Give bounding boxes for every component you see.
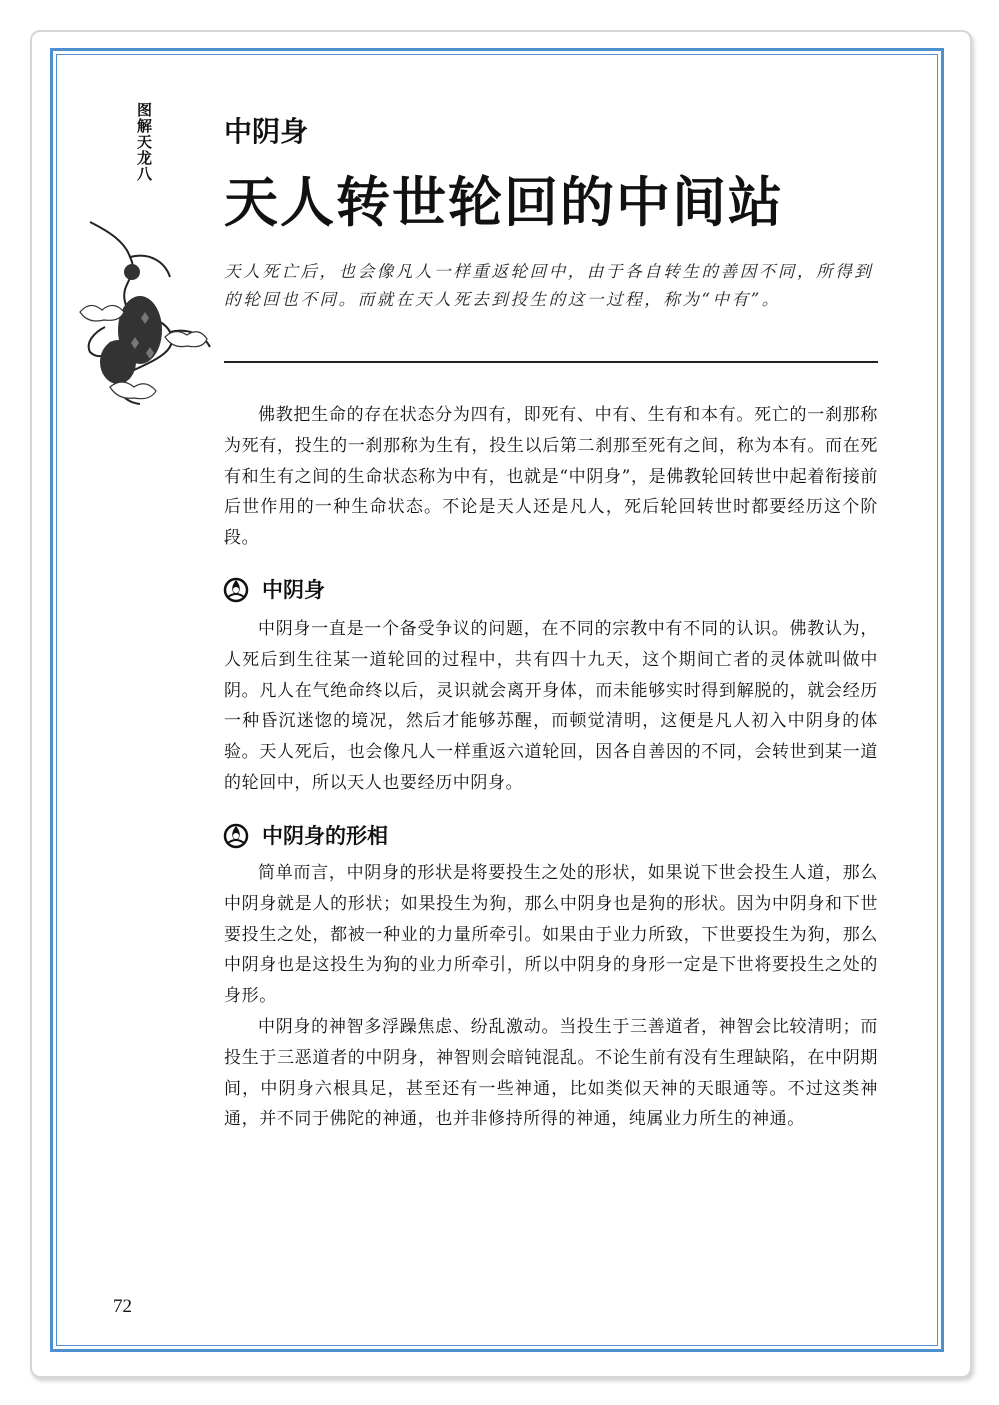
intro-paragraph-block <box>224 400 878 554</box>
section-heading-zhongyinshen <box>222 574 325 604</box>
intro-summary: 天人死亡后，也会像凡人一样重返轮回中，由于各自转生的善因不同，所得到的轮回也不同。而就在天人死去到投生的这一过程，称为“中有”。 <box>224 262 874 309</box>
body-paragraph: 中阴身的神智多浮躁焦虑、纷乱激动。当投生于三善道者，神智会比较清明；而投生于三恶道者的中阴身，神智则会暗钝混乱。不论生前有没有生理缺陷，在中阴期间，中阴身六根具足，甚至还有一些神通，比如类似天神的天眼通等。不过这类神通，并不同于佛陀的神通，也并非修持所得的神通，纯属业力所生的神通。 <box>224 1016 878 1130</box>
title-divider <box>224 361 878 363</box>
body-paragraph: 佛教把生命的存在状态分为四有，即死有、中有、生有和本有。死亡的一刹那称为死有，投生的一刹那称为生有，投生以后第二刹那至死有之间，称为本有。而在死有和生有之间的生命状态称为中有，也就是“中阴身”，是佛教轮回转世中起着衔接前后世作用的一种生命状态。不论是天人还是凡人，死后轮回转世时都要经历这个阶段。 <box>224 405 878 549</box>
body-paragraph: 简单而言，中阴身的形状是将要投生之处的形状，如果说下世会投生人道，那么中阴身就是人的形状；如果投生为狗，那么中阴身也是狗的形状。因为中阴身和下世要投生之处，都被一种业的力量所牵引。如果由于业力所致，下世要投生为狗，那么中阴身也是这投生为狗的业力所牵引，所以中阴身的身形一定是下世将要投生之处的身形。 <box>224 863 878 1007</box>
body-paragraph: 中阴身一直是一个备受争议的问题，在不同的宗教中有不同的认识。佛教认为，人死后到生往某一道轮回的过程中，共有四十九天，这个期间亡者的灵体就叫做中阴。凡人在气绝命终以后，灵识就会离开身体，而未能够实时得到解脱的，就会经历一种昏沉迷惚的境况，然后才能够苏醒，而顿觉清明，这便是凡人初入中阴身的体验。天人死后，也会像凡人一样重返六道轮回，因各自善因的不同，会转世到某一道的轮回中，所以天人也要经历中阴身。 <box>224 619 878 793</box>
section-1-text <box>224 614 878 799</box>
section-heading-text: 中阴身的形相 <box>262 824 388 848</box>
dragon-illustration <box>70 212 220 412</box>
series-side-label: 图解天龙八 <box>135 102 153 182</box>
lotus-flame-icon <box>222 575 250 603</box>
page-title: 天人转世轮回的中间站 <box>224 171 784 234</box>
chapter-kicker: 中阴身 <box>224 115 309 148</box>
section-2-text <box>224 858 878 1135</box>
section-heading-text: 中阴身 <box>262 578 325 602</box>
section-heading-xingxiang <box>222 820 388 850</box>
lotus-flame-icon <box>222 821 250 849</box>
page-number: 72 <box>113 1296 132 1317</box>
